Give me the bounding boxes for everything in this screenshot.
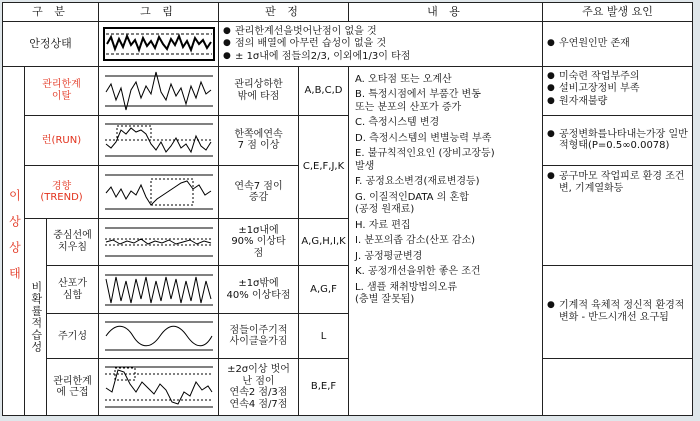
- chart-run: [99, 115, 219, 166]
- judge-limit: 관리상하한 밖에 타점: [219, 66, 299, 115]
- code-group-5: L: [299, 314, 349, 359]
- chart-center: [99, 219, 219, 266]
- code-group-3: A,G,H,I,K: [299, 219, 349, 266]
- row-name-spread: 산포가 심함: [47, 265, 99, 314]
- cause-item: ● 미숙련 작업부주의: [547, 71, 692, 83]
- row-spread: [3, 265, 693, 314]
- cause-item: ● 공구마모 작업피로 환경 조건 변, 기계열화등: [547, 171, 692, 194]
- row-near-limit: [3, 359, 693, 416]
- row-name-trend: 경향 (TREND): [25, 166, 99, 219]
- stable-row: [3, 22, 693, 67]
- content-item: D. 측정시스템의 변별능력 부족: [355, 132, 492, 144]
- judge-periodic: 점들이주기적 사이클을가짐: [219, 314, 299, 359]
- content-item: G. 이질적인DATA 의 혼합 (공정 원재료): [355, 191, 469, 216]
- row-name-near: 관리한계 에 근접: [47, 359, 99, 416]
- stable-label: 안정상태: [3, 22, 99, 67]
- content-item: J. 공정평균변경: [355, 250, 423, 262]
- row-run: [3, 115, 693, 166]
- stable-chart: [99, 22, 219, 67]
- stable-content-item: ● 점의 배열에 아무런 습성이 없을 것: [223, 38, 542, 50]
- stable-content-item: ● ± 1σ내에 점들의2/3, 이외에1/3이 타점: [223, 51, 542, 63]
- stable-content-list: [223, 26, 542, 63]
- control-chart-table: [2, 2, 693, 416]
- stable-cause-item: ● 우연원인만 존재: [547, 38, 692, 50]
- judge-run: 한쪽에연속 7 점 이상: [219, 115, 299, 166]
- judge-trend: 연속7 점이 증감: [219, 166, 299, 219]
- content-item: E. 불규칙적인요인 (장비고장등) 발생: [355, 148, 495, 172]
- judge-center: ±1σ내에 90% 이상타 점: [219, 219, 299, 266]
- content-item: F. 공정요소변경(재료변경등): [355, 176, 480, 188]
- content-list: [349, 66, 543, 415]
- cause-trend: [543, 166, 693, 265]
- chart-trend: [99, 166, 219, 219]
- content-item: B. 특정시점에서 부품간 변동 또는 분포의 산포가 증가: [355, 89, 481, 113]
- cause-item: ● 원자재불량: [547, 96, 692, 108]
- row-name-periodic: 주기성: [47, 314, 99, 359]
- cause-periodic: [543, 265, 693, 358]
- code-group-4: A,G,F: [299, 265, 349, 314]
- stable-cause: [543, 22, 693, 67]
- header-judgement: 판 정: [219, 3, 349, 22]
- chart-spread: [99, 265, 219, 314]
- row-limit-deviation: [3, 66, 693, 115]
- stable-chart-svg: [103, 27, 215, 61]
- content-item: A. 오타점 또는 오계산: [355, 73, 452, 85]
- cause-item: ● 기계적 육체적 정신적 환경적 변화 - 반드시개선 요구됨: [547, 300, 692, 323]
- cause-item: ● 설비고장정비 부족: [547, 83, 692, 95]
- content-item: C. 측정시스템 변경: [355, 117, 440, 129]
- row-name-run: 런(RUN): [25, 115, 99, 166]
- row-name-limit: 관리한계 이탈: [25, 66, 99, 115]
- header-figure: 그 림: [99, 3, 219, 22]
- content-item: H. 자료 편집: [355, 219, 411, 231]
- stable-content: [219, 22, 543, 67]
- header-cause: 주요 발생 요인: [543, 3, 693, 22]
- chart-periodic: [99, 314, 219, 359]
- row-name-center: 중심선에 치우침: [47, 219, 99, 266]
- judge-near: ±2σ이상 벗어 난 점이 연속2 점/3점 연속4 점/7점: [219, 359, 299, 416]
- cause-limit: [543, 66, 693, 115]
- code-group-6: B,E,F: [299, 359, 349, 416]
- header-row: [3, 3, 693, 22]
- habit-group-label: 비확률적습성: [25, 219, 47, 416]
- header-category: 구 분: [3, 3, 99, 22]
- cause-run: [543, 115, 693, 166]
- content-item: I. 분포의좁 감소(산포 감소): [355, 235, 476, 247]
- cause-item: ● 공정변화를나타내는가장 일반적형태(P=0.5∞0.0078): [547, 129, 692, 152]
- chart-near: [99, 359, 219, 416]
- content-item: K. 공정개선을위한 좋은 조건: [355, 266, 481, 278]
- cause-empty: [543, 359, 693, 416]
- judge-spread: ±1σ밖에 40% 이상타점: [219, 265, 299, 314]
- code-group-2: C,E,F,J,K: [299, 115, 349, 219]
- header-content: 내 용: [349, 3, 543, 22]
- content-item: L. 샘플 채취방법의오류 (층별 잘못됨): [355, 281, 458, 306]
- stable-content-item: ● 관리한계선을벗어난점이 없을 것: [223, 26, 542, 38]
- code-group-1: A,B,C,D: [299, 66, 349, 115]
- abnormal-group-label: 이상상태: [3, 66, 25, 415]
- chart-limit: [99, 66, 219, 115]
